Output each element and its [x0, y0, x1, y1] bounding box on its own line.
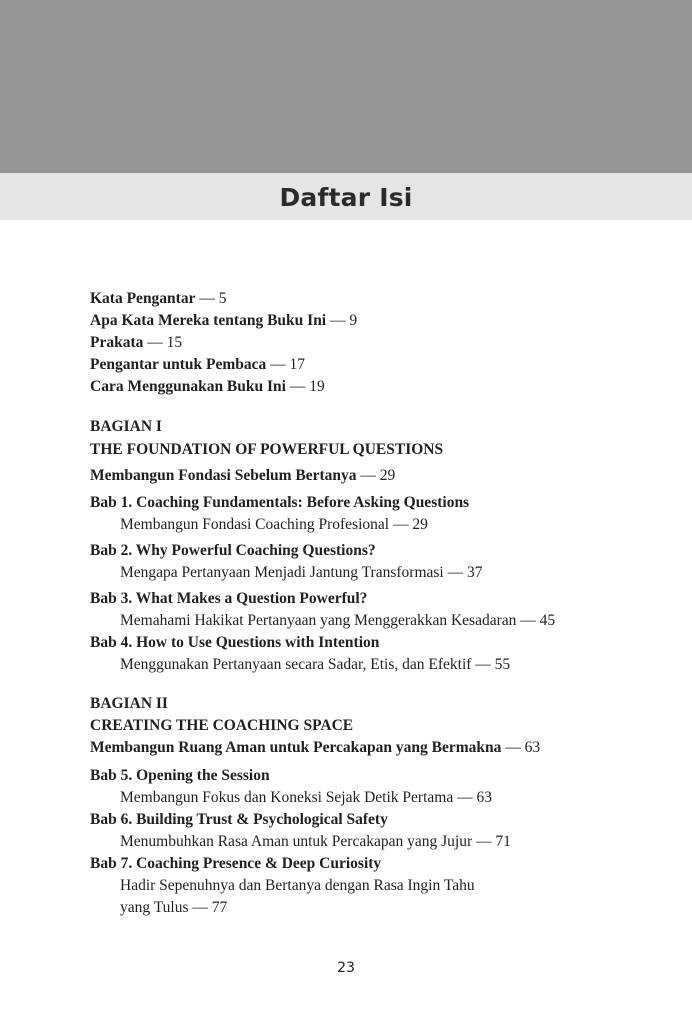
- part-title: CREATING THE COACHING SPACE: [90, 717, 354, 734]
- chapter-title: Bab 3. What Makes a Question Powerful?: [90, 590, 368, 607]
- part-intro: [90, 739, 540, 757]
- toc-entry-page: — 63: [505, 739, 541, 756]
- chapter-subtitle: Membangun Fondasi Coaching Profesional — 29: [120, 516, 428, 533]
- chapter-title: Bab 2. Why Powerful Coaching Questions?: [90, 542, 376, 559]
- toc-entry: [90, 356, 305, 374]
- chapter-title: Bab 5. Opening the Session: [90, 767, 270, 784]
- page-number: 23: [337, 960, 355, 976]
- toc-entry-page: — 29: [360, 467, 396, 484]
- chapter-subtitle: Menggunakan Pertanyaan secara Sadar, Etis, dan Efektif — 55: [120, 656, 511, 673]
- page-title: Daftar Isi: [279, 183, 413, 212]
- part-label: BAGIAN II: [90, 695, 168, 712]
- toc-entry-title: Cara Menggunakan Buku Ini: [90, 378, 286, 395]
- toc-entry: [90, 290, 226, 308]
- chapter-subtitle: Mengapa Pertanyaan Menjadi Jantung Transformasi — 37: [120, 564, 483, 581]
- chapter-subtitle: Memahami Hakikat Pertanyaan yang Menggerakkan Kesadaran — 45: [120, 612, 556, 629]
- part-label: BAGIAN I: [90, 418, 162, 435]
- toc-entry: [90, 312, 357, 330]
- chapter-title: Bab 6. Building Trust & Psychological Safety: [90, 811, 388, 828]
- toc-entry: [90, 378, 325, 396]
- toc-entry-page: — 9: [330, 312, 358, 329]
- chapter-title: Bab 4. How to Use Questions with Intention: [90, 634, 380, 651]
- toc-entry-title: Apa Kata Mereka tentang Buku Ini: [90, 312, 327, 329]
- toc-entry-title: Pengantar untuk Pembaca: [90, 356, 267, 373]
- header-band: [0, 0, 692, 173]
- chapter-subtitle: Hadir Sepenuhnya dan Bertanya dengan Rasa Ingin Tahu: [120, 877, 475, 894]
- toc-entry-page: — 17: [270, 356, 306, 373]
- chapter-title: Bab 1. Coaching Fundamentals: Before Asking Questions: [90, 494, 470, 511]
- part-intro: [90, 467, 395, 485]
- chapter-title: Bab 7. Coaching Presence & Deep Curiosity: [90, 855, 382, 872]
- toc-entry-title: Membangun Fondasi Sebelum Bertanya: [90, 467, 357, 484]
- toc-entry-title: Kata Pengantar: [90, 290, 196, 307]
- toc-entry-page: — 5: [199, 290, 227, 307]
- toc-entry: [90, 334, 182, 352]
- chapter-subtitle: Menumbuhkan Rasa Aman untuk Percakapan yang Jujur — 71: [120, 833, 511, 850]
- toc-entry-page: — 15: [147, 334, 183, 351]
- chapter-subtitle-continued: yang Tulus — 77: [120, 899, 228, 916]
- toc-entry-title: Membangun Ruang Aman untuk Percakapan yang Bermakna: [90, 739, 502, 756]
- part-title: THE FOUNDATION OF POWERFUL QUESTIONS: [90, 441, 444, 458]
- chapter-subtitle: Membangun Fokus dan Koneksi Sejak Detik Pertama — 63: [120, 789, 492, 806]
- toc-entry-title: Prakata: [90, 334, 144, 351]
- toc-entry-page: — 19: [289, 378, 325, 395]
